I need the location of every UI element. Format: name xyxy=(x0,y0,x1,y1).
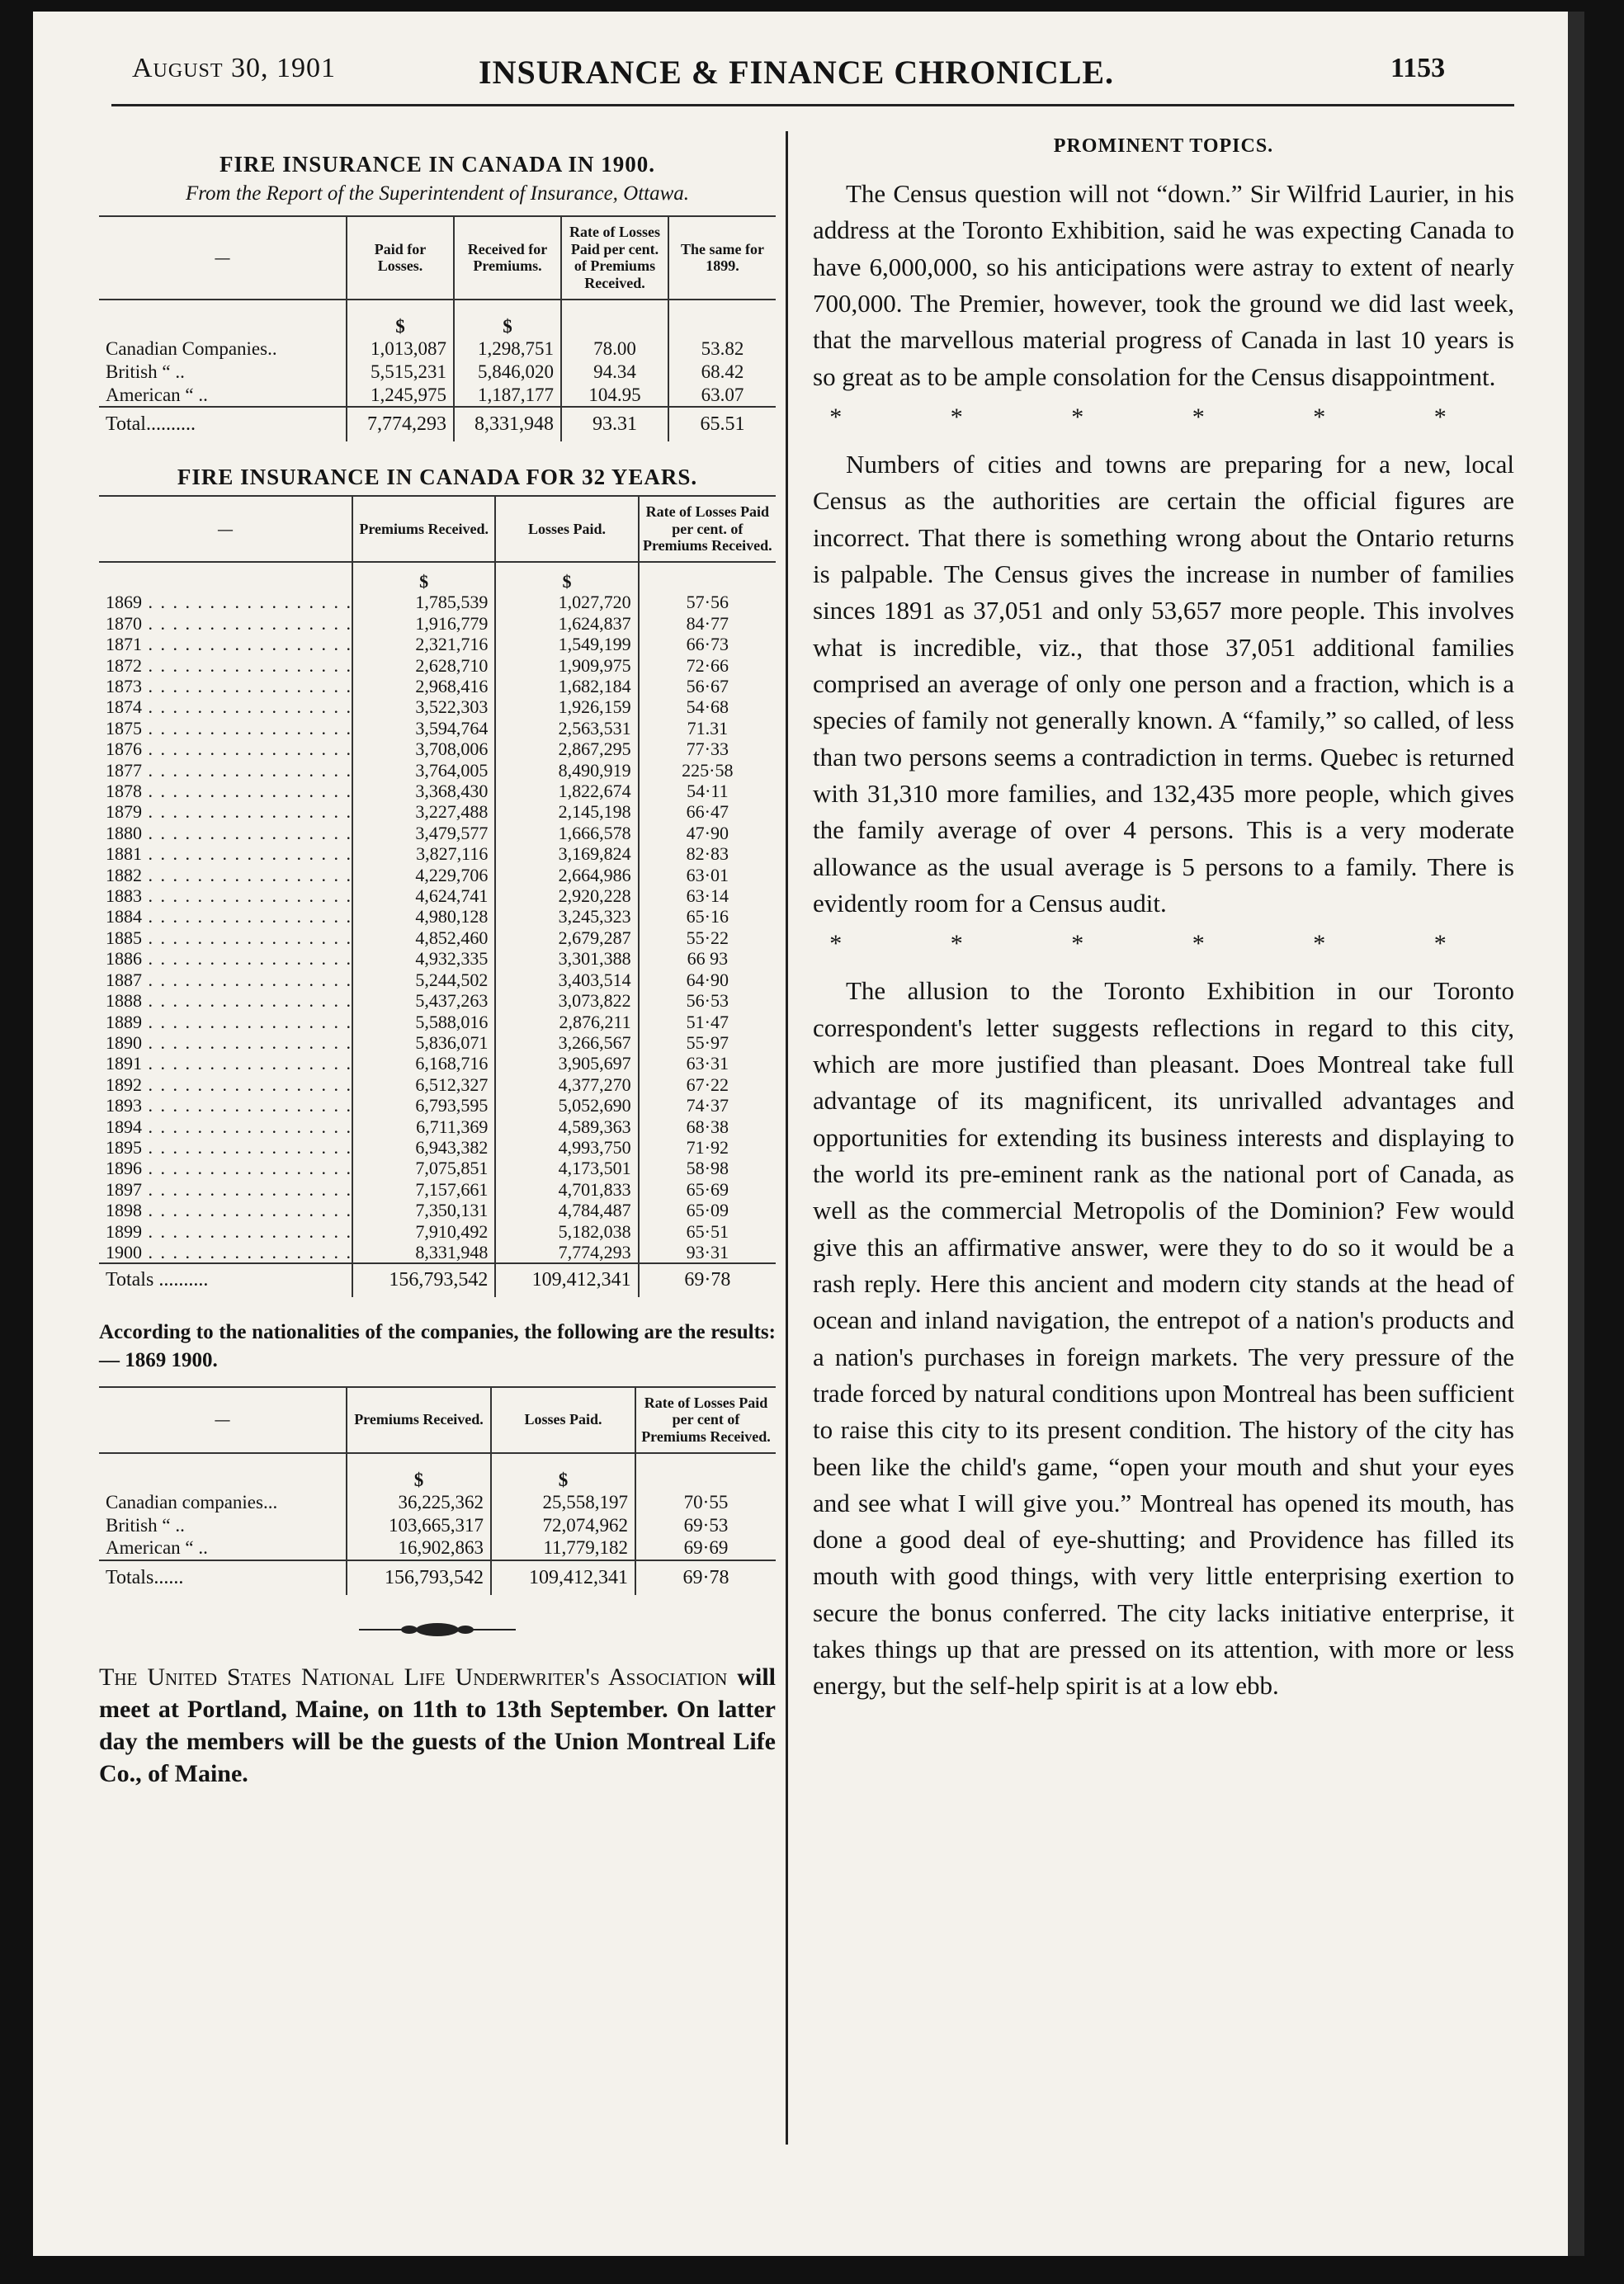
table1-header: Received for Premiums. xyxy=(454,216,561,300)
cell-value: 3,403,514 xyxy=(495,970,638,990)
cell-value: 2,968,416 xyxy=(352,676,495,696)
row-label: Canadian companies... xyxy=(106,1492,278,1513)
cell-value: 1,549,199 xyxy=(495,634,638,654)
table3-header: Premiums Received. xyxy=(347,1387,491,1453)
table-row xyxy=(99,970,776,990)
table-row xyxy=(99,948,776,969)
cell-value: 78.00 xyxy=(561,337,668,361)
currency-mark: $ xyxy=(454,300,561,338)
cell-value: 64·90 xyxy=(639,970,776,990)
row-label: 1898 . . . xyxy=(99,1200,352,1220)
table-row xyxy=(99,1074,776,1095)
cell-value: 103,665,317 xyxy=(347,1514,491,1537)
cell-value: 55·22 xyxy=(639,927,776,948)
article-paragraph: The Census question will not “down.” Sir Wilfrid Laurier, in his address at the Toronto Exhibition, said he was expecting Canada to have 6,000,000, so his anticipations were astray to extent of nearly 700,000. The Premier, however, took the ground we did last week, that the marvellous material progress of Canada in last 10 years is so great as to be ample consolation for the Census disappointment. xyxy=(813,179,1514,391)
table-row xyxy=(99,696,776,717)
notice-paragraph xyxy=(99,1661,776,1790)
table1-header: The same for 1899. xyxy=(668,216,776,300)
cell-value: 3,245,323 xyxy=(495,906,638,927)
cell-value: 1,298,751 xyxy=(454,337,561,361)
cell-value: 51·47 xyxy=(639,1012,776,1032)
cell-value: 1,785,539 xyxy=(352,592,495,612)
cell-value: 5,052,690 xyxy=(495,1095,638,1116)
row-label: 1871 . . . xyxy=(99,634,352,654)
cell-value: 1,682,184 xyxy=(495,676,638,696)
cell-value: 71.31 xyxy=(639,718,776,739)
row-label: 1869 . . . xyxy=(99,592,352,612)
cell-value: 3,764,005 xyxy=(352,760,495,781)
cell-value: 82·83 xyxy=(639,843,776,864)
row-label: 1887 . . . xyxy=(99,970,352,990)
cell-value: 6,711,369 xyxy=(352,1116,495,1137)
cell-value: 4,173,501 xyxy=(495,1158,638,1178)
total-value: 109,412,341 xyxy=(495,1263,638,1297)
row-label: 1894 . . . xyxy=(99,1116,352,1137)
cell-value: 5,588,016 xyxy=(352,1012,495,1032)
row-label: 1888 . . . xyxy=(99,990,352,1011)
notice-lead: The United States National Life Underwriter's Association xyxy=(99,1663,728,1691)
cell-value: 4,377,270 xyxy=(495,1074,638,1095)
table-row xyxy=(99,1200,776,1220)
table-row xyxy=(99,613,776,634)
cell-value: 2,920,228 xyxy=(495,885,638,906)
row-label: 1899 . . . xyxy=(99,1221,352,1242)
cell-value: 3,827,116 xyxy=(352,843,495,864)
row-label: 1883 . . . xyxy=(99,885,352,906)
table3-body xyxy=(99,1453,776,1595)
row-label: 1876 . . . xyxy=(99,739,352,759)
cell-value: 72,074,962 xyxy=(491,1514,635,1537)
row-label: British “ .. xyxy=(106,1514,185,1536)
cell-value: 4,932,335 xyxy=(352,948,495,969)
cell-value: 68.42 xyxy=(668,361,776,384)
cell-value: 7,157,661 xyxy=(352,1179,495,1200)
total-row xyxy=(99,1263,776,1297)
cell-value: 3,905,697 xyxy=(495,1053,638,1074)
star-separator: * * * * * * xyxy=(829,930,1498,958)
table-row xyxy=(99,1116,776,1137)
cell-value: 5,515,231 xyxy=(347,361,454,384)
cell-value: 57·56 xyxy=(639,592,776,612)
cell-value: 2,563,531 xyxy=(495,718,638,739)
cell-value: 6,512,327 xyxy=(352,1074,495,1095)
cell-value: 71·92 xyxy=(639,1137,776,1158)
total-row xyxy=(99,1560,776,1595)
table-row xyxy=(99,1137,776,1158)
row-label: 1900 . . . xyxy=(99,1242,352,1263)
cell-value: 5,182,038 xyxy=(495,1221,638,1242)
table1-subtitle: From the Report of the Superintendent of Insurance, Ottawa. xyxy=(185,182,690,205)
table-row xyxy=(99,361,776,384)
total-value: 156,793,542 xyxy=(352,1263,495,1297)
row-label: 1879 . . . xyxy=(99,801,352,822)
table-row xyxy=(99,1491,776,1514)
table-row xyxy=(99,927,776,948)
ornament-divider xyxy=(99,1620,776,1640)
cell-value: 5,846,020 xyxy=(454,361,561,384)
table1-stub: — xyxy=(99,216,347,300)
cell-value: 6,793,595 xyxy=(352,1095,495,1116)
cell-value: 4,852,460 xyxy=(352,927,495,948)
row-label: 1872 . . . xyxy=(99,655,352,676)
table-row xyxy=(99,384,776,408)
total-value: 7,774,293 xyxy=(347,407,454,441)
table2-header: Premiums Received. xyxy=(352,496,495,562)
currency-mark: $ xyxy=(491,1453,635,1492)
newspaper-page xyxy=(33,12,1584,2256)
cell-value: 3,227,488 xyxy=(352,801,495,822)
table1-header: Paid for Losses. xyxy=(347,216,454,300)
total-label: Total.......... xyxy=(99,407,347,441)
cell-value: 53.82 xyxy=(668,337,776,361)
table-row xyxy=(99,781,776,801)
cell-value: 1,909,975 xyxy=(495,655,638,676)
table-row xyxy=(99,990,776,1011)
total-value: 8,331,948 xyxy=(454,407,561,441)
cell-value: 56·53 xyxy=(639,990,776,1011)
cell-value: 63·01 xyxy=(639,865,776,885)
table-row xyxy=(99,337,776,361)
cell-value: 3,594,764 xyxy=(352,718,495,739)
table1-body xyxy=(99,300,776,441)
cell-value: 1,666,578 xyxy=(495,823,638,843)
cell-value: 36,225,362 xyxy=(347,1491,491,1514)
table3-header: Losses Paid. xyxy=(491,1387,635,1453)
cell-value: 7,774,293 xyxy=(495,1242,638,1263)
cell-value: 5,244,502 xyxy=(352,970,495,990)
cell-value: 66·47 xyxy=(639,801,776,822)
header-date: August 30, 1901 xyxy=(132,53,337,83)
cell-value: 66·73 xyxy=(639,634,776,654)
cell-value: 63·14 xyxy=(639,885,776,906)
table-row xyxy=(99,1242,776,1263)
header-page-number: 1153 xyxy=(1390,53,1446,83)
cell-value: 77·33 xyxy=(639,739,776,759)
total-value: 109,412,341 xyxy=(491,1560,635,1595)
row-label: 1885 . . . xyxy=(99,927,352,948)
header-rule xyxy=(111,104,1514,106)
cell-value: 74·37 xyxy=(639,1095,776,1116)
cell-value: 70·55 xyxy=(635,1491,776,1514)
cell-value: 3,708,006 xyxy=(352,739,495,759)
cell-value: 1,926,159 xyxy=(495,696,638,717)
total-label: Totals...... xyxy=(99,1560,347,1595)
row-label: 1897 . . . xyxy=(99,1179,352,1200)
table2-stub: — xyxy=(99,496,352,562)
right-column xyxy=(813,135,1514,1705)
cell-value: 63.07 xyxy=(668,384,776,408)
row-label: 1882 . . . xyxy=(99,865,352,885)
table-row xyxy=(99,1536,776,1560)
row-label: 1874 . . . xyxy=(99,696,352,717)
currency-mark: $ xyxy=(347,300,454,338)
cell-value: 3,169,824 xyxy=(495,843,638,864)
row-label: 1895 . . . xyxy=(99,1137,352,1158)
table-row xyxy=(99,1032,776,1053)
left-column xyxy=(99,135,776,1790)
table3-header: Rate of Losses Paid per cent of Premiums Received. xyxy=(635,1387,776,1453)
row-label: 1890 . . . xyxy=(99,1032,352,1053)
cell-value: 63·31 xyxy=(639,1053,776,1074)
total-row xyxy=(99,407,776,441)
row-label: 1870 . . . xyxy=(99,613,352,634)
cell-value: 3,073,822 xyxy=(495,990,638,1011)
cell-value: 1,013,087 xyxy=(347,337,454,361)
table-row xyxy=(99,823,776,843)
table2-header: Losses Paid. xyxy=(495,496,638,562)
table1-title: FIRE INSURANCE IN CANADA IN 1900. xyxy=(219,152,656,177)
cell-value: 4,589,363 xyxy=(495,1116,638,1137)
row-label: British “ .. xyxy=(106,361,185,382)
cell-value: 11,779,182 xyxy=(491,1536,635,1560)
row-label: 1880 . . . xyxy=(99,823,352,843)
table2 xyxy=(99,495,776,1297)
row-label: 1891 . . . xyxy=(99,1053,352,1074)
cell-value: 3,266,567 xyxy=(495,1032,638,1053)
table-row xyxy=(99,634,776,654)
row-label: 1896 . . . xyxy=(99,1158,352,1178)
star-separator: * * * * * * xyxy=(829,403,1498,431)
cell-value: 4,980,128 xyxy=(352,906,495,927)
article-paragraph: The allusion to the Toronto Exhibition in our Toronto correspondent's letter suggests reflections in regard to this city, which are more justified than pleasant. Does Montreal take full advantage of its magnificent, its unrivalled advantages and opportunities for extending its business interests and displaying to the world its pre-eminent rank as the national port of Canada, as well as the commercial Metropolis of the Dominion? Few would give this an affirmative answer, were they to do so it would be a rash reply. Here this ancient and modern city stands at the head of ocean and inland navigation, the entrepot of a nation's products and a nation's purchases in foreign markets. The very pressure of the trade forced by natural conditions upon Montreal has been sufficient to raise this city to its present condition. The history of the city has been like the child's game, “open your mouth and shut your eyes and see what I will give you.” Montreal has opened its mouth, has done a good deal of eye-shutting; and Providence has filled its mouth with good things, with very little enterprising exertion to secure the bonus conferred. The city lacks initiative enterprise, it takes things up that are pressed on its attention, with more or less energy, but the self-help spirit is at a low ebb. xyxy=(813,976,1514,1701)
cell-value: 68·38 xyxy=(639,1116,776,1137)
table3 xyxy=(99,1386,776,1595)
table-row xyxy=(99,592,776,612)
row-label: 1881 . . . xyxy=(99,843,352,864)
table3-stub: — xyxy=(99,1387,347,1453)
table-row xyxy=(99,843,776,864)
cell-value: 58·98 xyxy=(639,1158,776,1178)
row-label: 1886 . . . xyxy=(99,948,352,969)
cell-value: 5,836,071 xyxy=(352,1032,495,1053)
cell-value: 2,664,986 xyxy=(495,865,638,885)
table2-header: Rate of Losses Paid per cent. of Premiums Received. xyxy=(639,496,776,562)
row-label: 1893 . . . xyxy=(99,1095,352,1116)
cell-value: 7,075,851 xyxy=(352,1158,495,1178)
row-label: 1877 . . . xyxy=(99,760,352,781)
cell-value: 55·97 xyxy=(639,1032,776,1053)
cell-value: 2,628,710 xyxy=(352,655,495,676)
table-row xyxy=(99,676,776,696)
cell-value: 16,902,863 xyxy=(347,1536,491,1560)
currency-mark: $ xyxy=(495,562,638,592)
cell-value: 1,027,720 xyxy=(495,592,638,612)
table-row xyxy=(99,1221,776,1242)
cell-value: 104.95 xyxy=(561,384,668,408)
table1-header: Rate of Losses Paid per cent. of Premiums Received. xyxy=(561,216,668,300)
row-label: 1873 . . . xyxy=(99,676,352,696)
cell-value: 65·51 xyxy=(639,1221,776,1242)
row-label: 1892 . . . xyxy=(99,1074,352,1095)
cell-value: 7,350,131 xyxy=(352,1200,495,1220)
currency-mark: $ xyxy=(347,1453,491,1492)
table-row xyxy=(99,801,776,822)
cell-value: 2,867,295 xyxy=(495,739,638,759)
table-row xyxy=(99,760,776,781)
cell-value: 6,943,382 xyxy=(352,1137,495,1158)
cell-value: 225·58 xyxy=(639,760,776,781)
table2-body xyxy=(99,562,776,1297)
cell-value: 94.34 xyxy=(561,361,668,384)
cell-value: 72·66 xyxy=(639,655,776,676)
row-label: American “ .. xyxy=(99,1536,347,1560)
table-row xyxy=(99,718,776,739)
table-row xyxy=(99,885,776,906)
cell-value: 4,784,487 xyxy=(495,1200,638,1220)
cell-value: 3,522,303 xyxy=(352,696,495,717)
cell-value: 4,624,741 xyxy=(352,885,495,906)
row-label: 1875 . . . xyxy=(99,718,352,739)
cell-value: 66 93 xyxy=(639,948,776,969)
header-title: INSURANCE & FINANCE CHRONICLE. xyxy=(479,54,1115,91)
table-row xyxy=(99,655,776,676)
table-row xyxy=(99,1095,776,1116)
table-row xyxy=(99,1012,776,1032)
total-value: 65.51 xyxy=(668,407,776,441)
ornament-icon xyxy=(355,1620,520,1640)
cell-value: 7,910,492 xyxy=(352,1221,495,1242)
row-label: American “ .. xyxy=(99,384,347,408)
row-label: 1889 . . . xyxy=(99,1012,352,1032)
total-value: 93.31 xyxy=(561,407,668,441)
cell-value: 2,321,716 xyxy=(352,634,495,654)
cell-value: 67·22 xyxy=(639,1074,776,1095)
table-row xyxy=(99,1158,776,1178)
cell-value: 54·68 xyxy=(639,696,776,717)
cell-value: 2,876,211 xyxy=(495,1012,638,1032)
cell-value: 1,624,837 xyxy=(495,613,638,634)
cell-value: 69·53 xyxy=(635,1514,776,1537)
cell-value: 8,331,948 xyxy=(352,1242,495,1263)
cell-value: 65·09 xyxy=(639,1200,776,1220)
table1 xyxy=(99,215,776,441)
article-paragraph: Numbers of cities and towns are preparing for a new, local Census as the authorities are certain the official figures are incorrect. That there is something wrong about the Ontario returns is palpable. The Census gives the increase in number of families sinces 1891 as 37,051 and only 53,657 more people. This involves what is incredible, viz., that those 37,051 additional families comprised an average of only one person and a fraction, which is a species of family not generally known. A “family,” so called, of less than two persons seems a contradiction in terms. Quebec is returned with 31,310 more families, and 132,435 more people, which gives the family average of over 4 persons. This is a very moderate allowance as the usual average is 5 persons to a family. There is evidently room for a Census audit. xyxy=(813,449,1514,918)
cell-value: 3,301,388 xyxy=(495,948,638,969)
table2-title: FIRE INSURANCE IN CANADA FOR 32 YEARS. xyxy=(177,464,698,489)
cell-value: 3,479,577 xyxy=(352,823,495,843)
table-row xyxy=(99,906,776,927)
cell-value: 25,558,197 xyxy=(491,1491,635,1514)
cell-value: 6,168,716 xyxy=(352,1053,495,1074)
total-value: 69·78 xyxy=(635,1560,776,1595)
cell-value: 4,701,833 xyxy=(495,1179,638,1200)
column-rule xyxy=(786,131,788,2145)
total-value: 69·78 xyxy=(639,1263,776,1297)
prominent-topics-title: PROMINENT TOPICS. xyxy=(1053,135,1274,157)
row-label: 1884 . . . xyxy=(99,906,352,927)
table-row xyxy=(99,1514,776,1537)
table-row xyxy=(99,865,776,885)
cell-value: 93·31 xyxy=(639,1242,776,1263)
cell-value: 1,245,975 xyxy=(347,384,454,408)
currency-mark: $ xyxy=(352,562,495,592)
nationalities-paragraph: According to the nationalities of the companies, the following are the results:— 1869 1900. xyxy=(99,1321,776,1371)
total-value: 156,793,542 xyxy=(347,1560,491,1595)
cell-value: 4,993,750 xyxy=(495,1137,638,1158)
cell-value: 56·67 xyxy=(639,676,776,696)
cell-value: 54·11 xyxy=(639,781,776,801)
cell-value: 65·69 xyxy=(639,1179,776,1200)
cell-value: 65·16 xyxy=(639,906,776,927)
total-label: Totals .......... xyxy=(99,1263,352,1297)
row-label: 1878 . . . xyxy=(99,781,352,801)
cell-value: 69·69 xyxy=(635,1536,776,1560)
cell-value: 2,679,287 xyxy=(495,927,638,948)
cell-value: 8,490,919 xyxy=(495,760,638,781)
cell-value: 1,187,177 xyxy=(454,384,561,408)
cell-value: 2,145,198 xyxy=(495,801,638,822)
cell-value: 84·77 xyxy=(639,613,776,634)
cell-value: 3,368,430 xyxy=(352,781,495,801)
cell-value: 4,229,706 xyxy=(352,865,495,885)
table-row xyxy=(99,739,776,759)
row-label: Canadian Companies.. xyxy=(106,338,277,360)
table-row xyxy=(99,1179,776,1200)
cell-value: 1,822,674 xyxy=(495,781,638,801)
notice-body: will meet at Portland, Maine, on 11th to 13th September. On latter day the members will be the guests of the Union Montreal Life Co., of Maine. xyxy=(99,1663,777,1787)
table-row xyxy=(99,1053,776,1074)
cell-value: 47·90 xyxy=(639,823,776,843)
cell-value: 1,916,779 xyxy=(352,613,495,634)
cell-value: 5,437,263 xyxy=(352,990,495,1011)
